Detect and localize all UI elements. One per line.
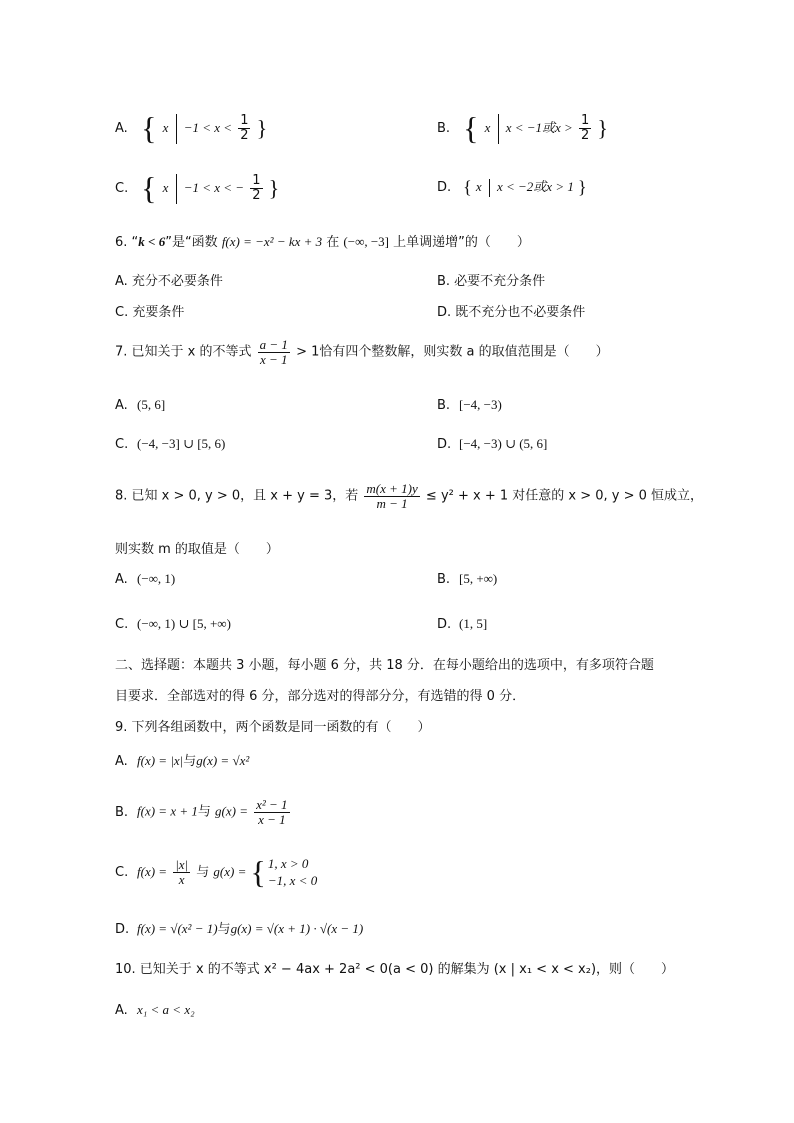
q6-option-a: A. 充分不必要条件 [115,274,223,289]
q6-option-c: C. 充要条件 [115,305,185,320]
q8-option-c: C. (−∞, 1) ∪ [5, +∞) [115,616,231,632]
q6-option-d: D. 既不充分也不必要条件 [437,305,586,320]
q8-option-b: B. [5, +∞) [437,571,498,587]
q8-option-a: A. (−∞, 1) [115,571,176,587]
q7-option-b: B. [−4, −3) [437,397,502,413]
section2-line1: 二、选择题：本题共 3 小题，每小题 6 分，共 18 分．在每小题给出的选项中，有多项符合题 [115,658,654,673]
q5-option-a: A. { x −1 < x < $\frac{1}{2}$ } [115,110,268,146]
q9-stem: 9. 下列各组函数中，两个函数是同一函数的有（ ） [115,720,431,735]
q7-stem: 7. 已知关于 x 的不等式 $\frac{a - 1}{x - 1}$ > 1恰有四个整数解，则实数 a 的取值范围是（ ） [115,337,609,367]
q8-stem: 8. 已知 x > 0, y > 0，且 x + y = 3，若 $\frac{m(x + 1)y}{m - 1}$ ≤ y² + x + 1 对任意的 x > 0, y > 0 恒成立， [115,481,704,511]
q7-option-c: C. (−4, −3] ∪ [5, 6) [115,436,226,452]
q8-stem-line2: 则实数 m 的取值是（ ） [115,542,279,557]
q10-option-a: A. x₁ < a < x₂ [115,1002,195,1018]
section2-line2: 目要求．全部选对的得 6 分，部分选对的得部分分，有选错的得 0 分． [115,689,526,704]
q5-option-c: C. { x −1 < x < − $\frac{1}{2}$ } [115,170,280,206]
q8-option-d: D. (1, 5] [437,616,488,632]
q10-stem: 10. 已知关于 x 的不等式 x² − 4ax + 2a² < 0(a < 0) 的解集为 (x | x₁ < x < x₂)，则（ ） [115,962,675,977]
q5-option-b: B. { x x < −1或x > $\frac{1}{2}$ } [437,110,608,146]
q6-option-b: B. 必要不充分条件 [437,274,546,289]
q9-option-b: B. f(x) = x + 1与 g(x) = $\frac{\text{x² − 1}}{x - 1}$ [115,797,288,827]
q9-option-a: A. f(x) = |x|与g(x) = √x² [115,753,250,769]
q7-option-d: D. [−4, −3) ∪ (5, 6] [437,436,548,452]
q5-option-d: D. { x x < −2或x > 1 } [437,177,587,197]
q9-option-d: D. f(x) = √(x² − 1)与g(x) = √(x + 1) · √(x − 1) [115,921,364,937]
q6-stem: 6. “k < 6”是“函数 f(x) = −x² − kx + 3 在 (−∞, −3] 上单调递增”的（ ） [115,234,530,250]
q7-option-a: A. (5, 6] [115,397,166,413]
q9-option-c: C. f(x) = $\frac{|x|}{x}$ 与 g(x) = { 1, x > 0 −1, x < 0 [115,854,318,890]
